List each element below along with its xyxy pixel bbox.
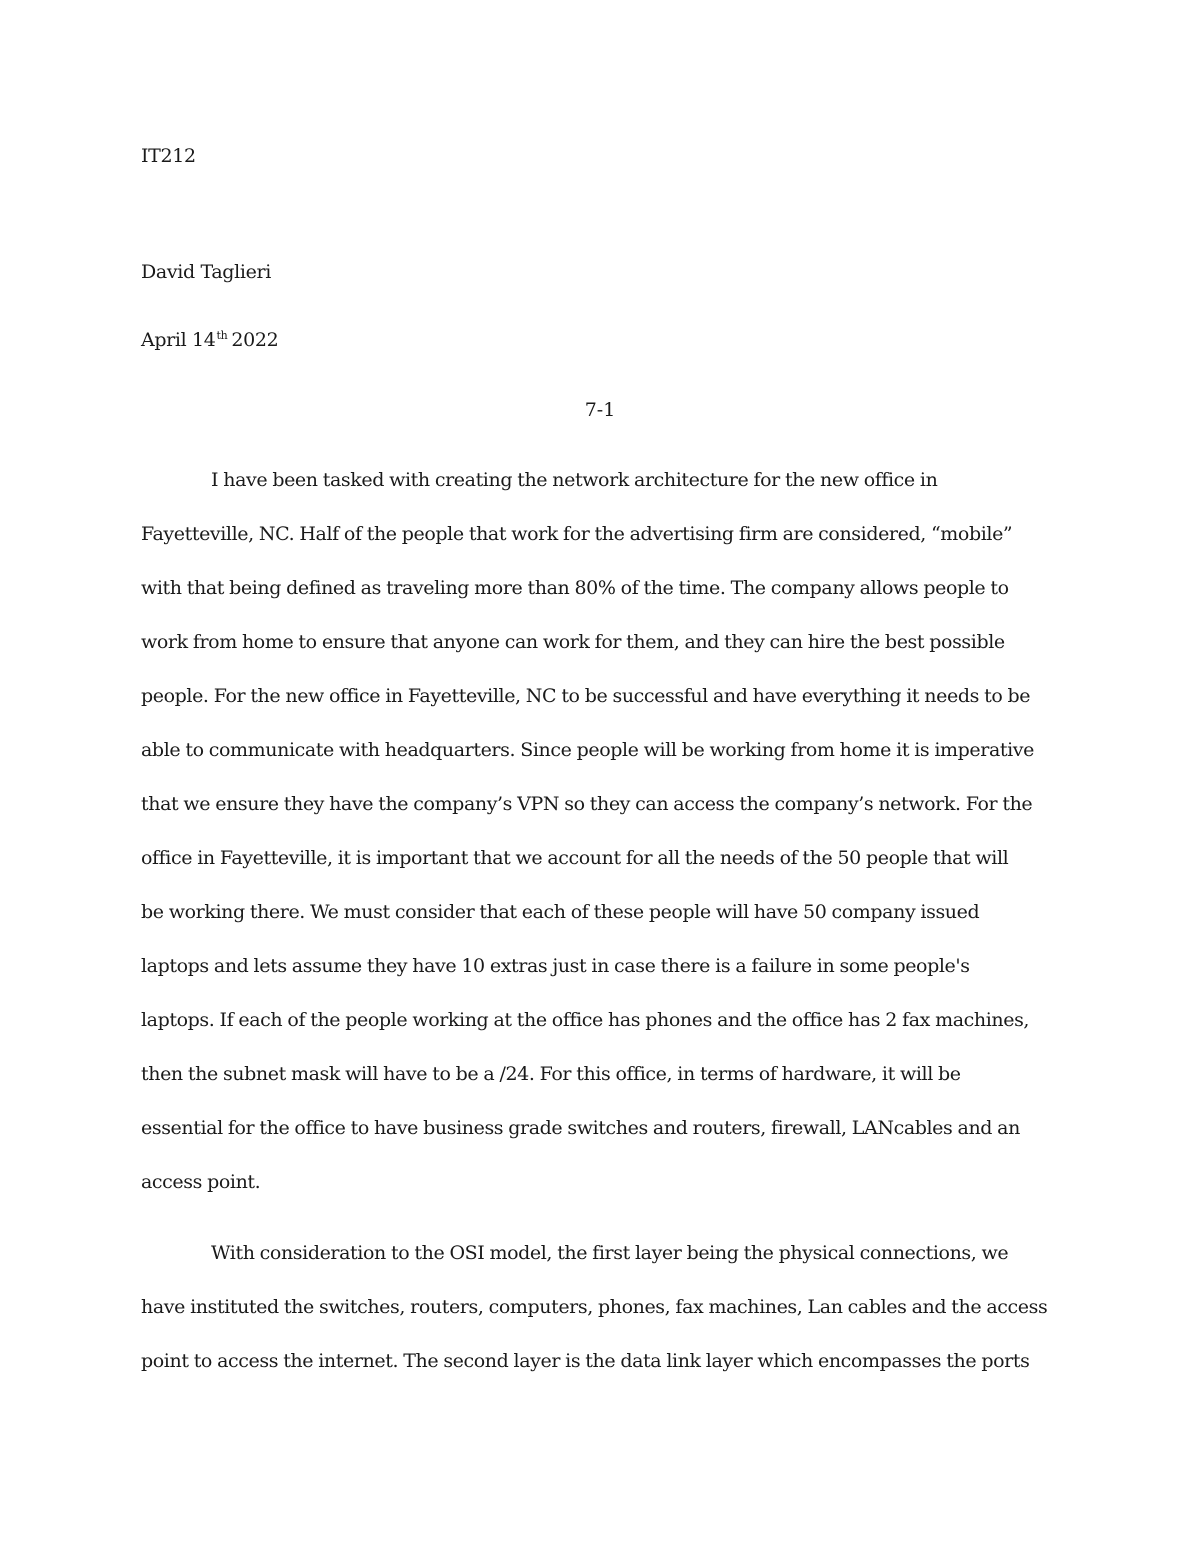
paragraph-line: have instituted the switches, routers, computers, phones, fax machines, Lan cables and the access: [141, 1296, 1048, 1318]
paragraph-line: people. For the new office in Fayetteville, NC to be successful and have everything it needs to be: [141, 685, 1031, 707]
document-title: 7-1: [584, 399, 616, 421]
paragraph-line: then the subnet mask will have to be a /24. For this office, in terms of hardware, it will be: [141, 1063, 961, 1085]
paragraph-line: be working there. We must consider that each of these people will have 50 company issued: [141, 901, 980, 923]
paragraph-line: essential for the office to have business grade switches and routers, firewall, LANcables and an: [141, 1117, 1020, 1139]
submission-date: [141, 328, 278, 352]
paragraph-line: With consideration to the OSI model, the first layer being the physical connections, we: [211, 1242, 1009, 1264]
paragraph-line: Fayetteville, NC. Half of the people that work for the advertising firm are considered, “mobile”: [141, 523, 1013, 545]
author-name: David Taglieri: [141, 261, 271, 283]
paragraph-line: laptops and lets assume they have 10 extras just in case there is a failure in some people's: [141, 955, 970, 977]
paragraph-line: point to access the internet. The second layer is the data link layer which encompasses the ports: [141, 1350, 1030, 1372]
paragraph-2: [141, 1241, 1059, 1403]
date-year: 2022: [231, 329, 279, 351]
date-prefix: April 14: [141, 329, 216, 351]
paragraph-line: that we ensure they have the company’s VPN so they can access the company’s network. For the: [141, 793, 1033, 815]
paragraph-line: work from home to ensure that anyone can work for them, and they can hire the best possible: [141, 631, 1005, 653]
paragraph-1: [141, 468, 1059, 1224]
date-ordinal-suffix: th: [216, 328, 228, 342]
paragraph-line: access point.: [141, 1171, 261, 1193]
paragraph-line: with that being defined as traveling more than 80% of the time. The company allows people to: [141, 577, 1009, 599]
paragraph-line: office in Fayetteville, it is important that we account for all the needs of the 50 people that will: [141, 847, 1009, 869]
paragraph-line: able to communicate with headquarters. Since people will be working from home it is imperative: [141, 739, 1034, 761]
paragraph-line: I have been tasked with creating the network architecture for the new office in: [211, 469, 938, 491]
paragraph-line: laptops. If each of the people working at the office has phones and the office has 2 fax machines,: [141, 1009, 1030, 1031]
course-code: IT212: [141, 145, 196, 167]
